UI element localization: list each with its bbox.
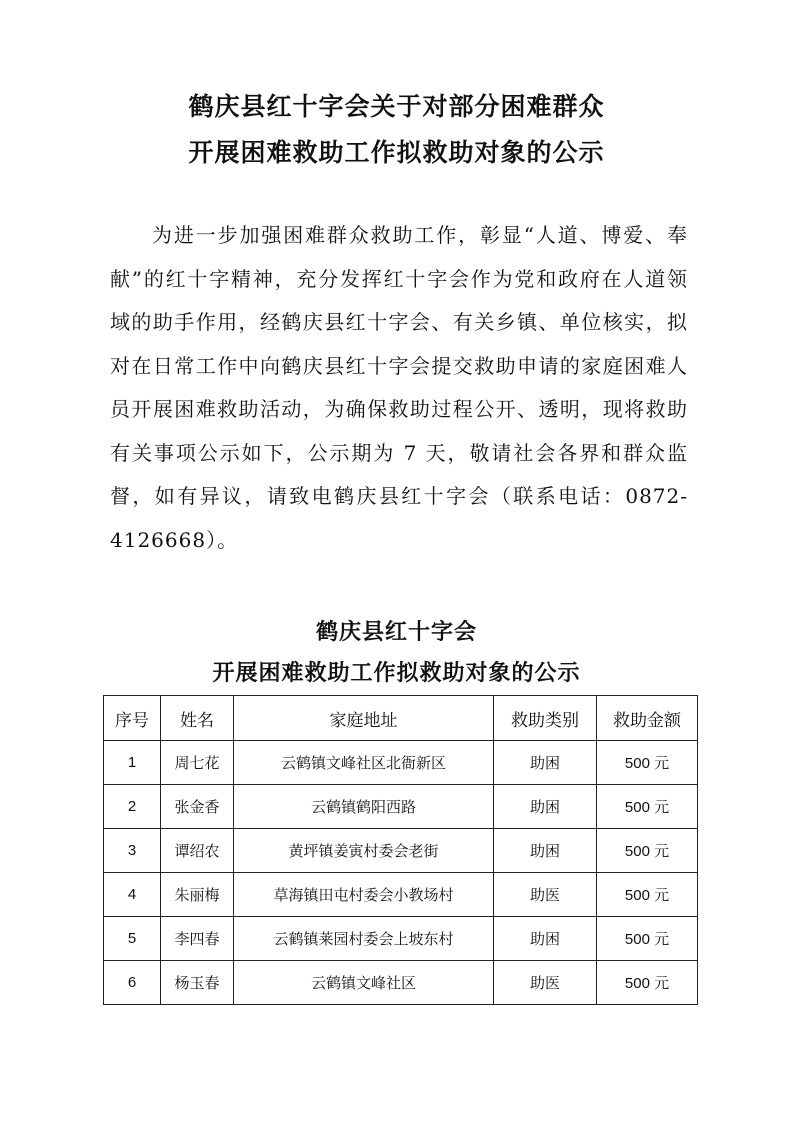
document-body-paragraph: 为进一步加强困难群众救助工作，彰显“人道、博爱、奉献”的红十字精神，充分发挥红十字会作为党和政府在人道领域的助手作用，经鹤庆县红十字会、有关乡镇、单位核实，拟对在日常工作中向鹤庆县红十字会提交救助申请的家庭困难人员开展困难救助活动，为确保救助过程公开、透明，现将救助有关事项公示如下，公示期为 7 天，敬请社会各界和群众监督，如有异议，请致电鹤庆县红十字会（联系电话：0872-4126668）。 [110,223,688,552]
cell-seq: 2 [104,785,161,829]
cell-category: 助困 [494,917,597,961]
cell-name: 朱丽梅 [161,873,234,917]
cell-amount: 500 元 [597,873,698,917]
cell-address: 云鹤镇文峰社区北衙新区 [234,741,494,785]
header-address: 家庭地址 [234,696,494,741]
relief-recipients-table [103,695,698,1005]
cell-amount: 500 元 [597,829,698,873]
table-row [104,917,698,961]
header-amount: 救助金额 [597,696,698,741]
table-title-line-1: 鹤庆县红十字会 [315,620,477,645]
header-name: 姓名 [161,696,234,741]
cell-amount: 500 元 [597,961,698,1005]
document-title-line-1: 鹤庆县红十字会关于对部分困难群众 [188,92,605,121]
cell-seq: 1 [104,741,161,785]
cell-seq: 6 [104,961,161,1005]
cell-name: 李四春 [161,917,234,961]
document-title [0,84,793,176]
cell-amount: 500 元 [597,917,698,961]
cell-category: 助医 [494,873,597,917]
header-seq: 序号 [104,696,161,741]
cell-address: 云鹤镇莱园村委会上坡东村 [234,917,494,961]
document-title-line-2: 开展困难救助工作拟救助对象的公示 [188,138,605,167]
cell-amount: 500 元 [597,741,698,785]
table-row [104,961,698,1005]
table-header-row [104,696,698,741]
header-category: 救助类别 [494,696,597,741]
cell-address: 云鹤镇鹤阳西路 [234,785,494,829]
cell-address: 云鹤镇文峰社区 [234,961,494,1005]
table-title [0,612,793,694]
cell-amount: 500 元 [597,785,698,829]
cell-category: 助医 [494,961,597,1005]
cell-name: 张金香 [161,785,234,829]
cell-seq: 4 [104,873,161,917]
cell-name: 谭绍农 [161,829,234,873]
cell-seq: 3 [104,829,161,873]
table-row [104,829,698,873]
table-row [104,873,698,917]
table-row [104,785,698,829]
cell-category: 助困 [494,785,597,829]
table-row [104,741,698,785]
cell-name: 杨玉春 [161,961,234,1005]
cell-address: 草海镇田屯村委会小教场村 [234,873,494,917]
cell-category: 助困 [494,829,597,873]
cell-seq: 5 [104,917,161,961]
cell-address: 黄坪镇姜寅村委会老街 [234,829,494,873]
cell-name: 周七花 [161,741,234,785]
table-title-line-2: 开展困难救助工作拟救助对象的公示 [212,661,581,686]
cell-category: 助困 [494,741,597,785]
